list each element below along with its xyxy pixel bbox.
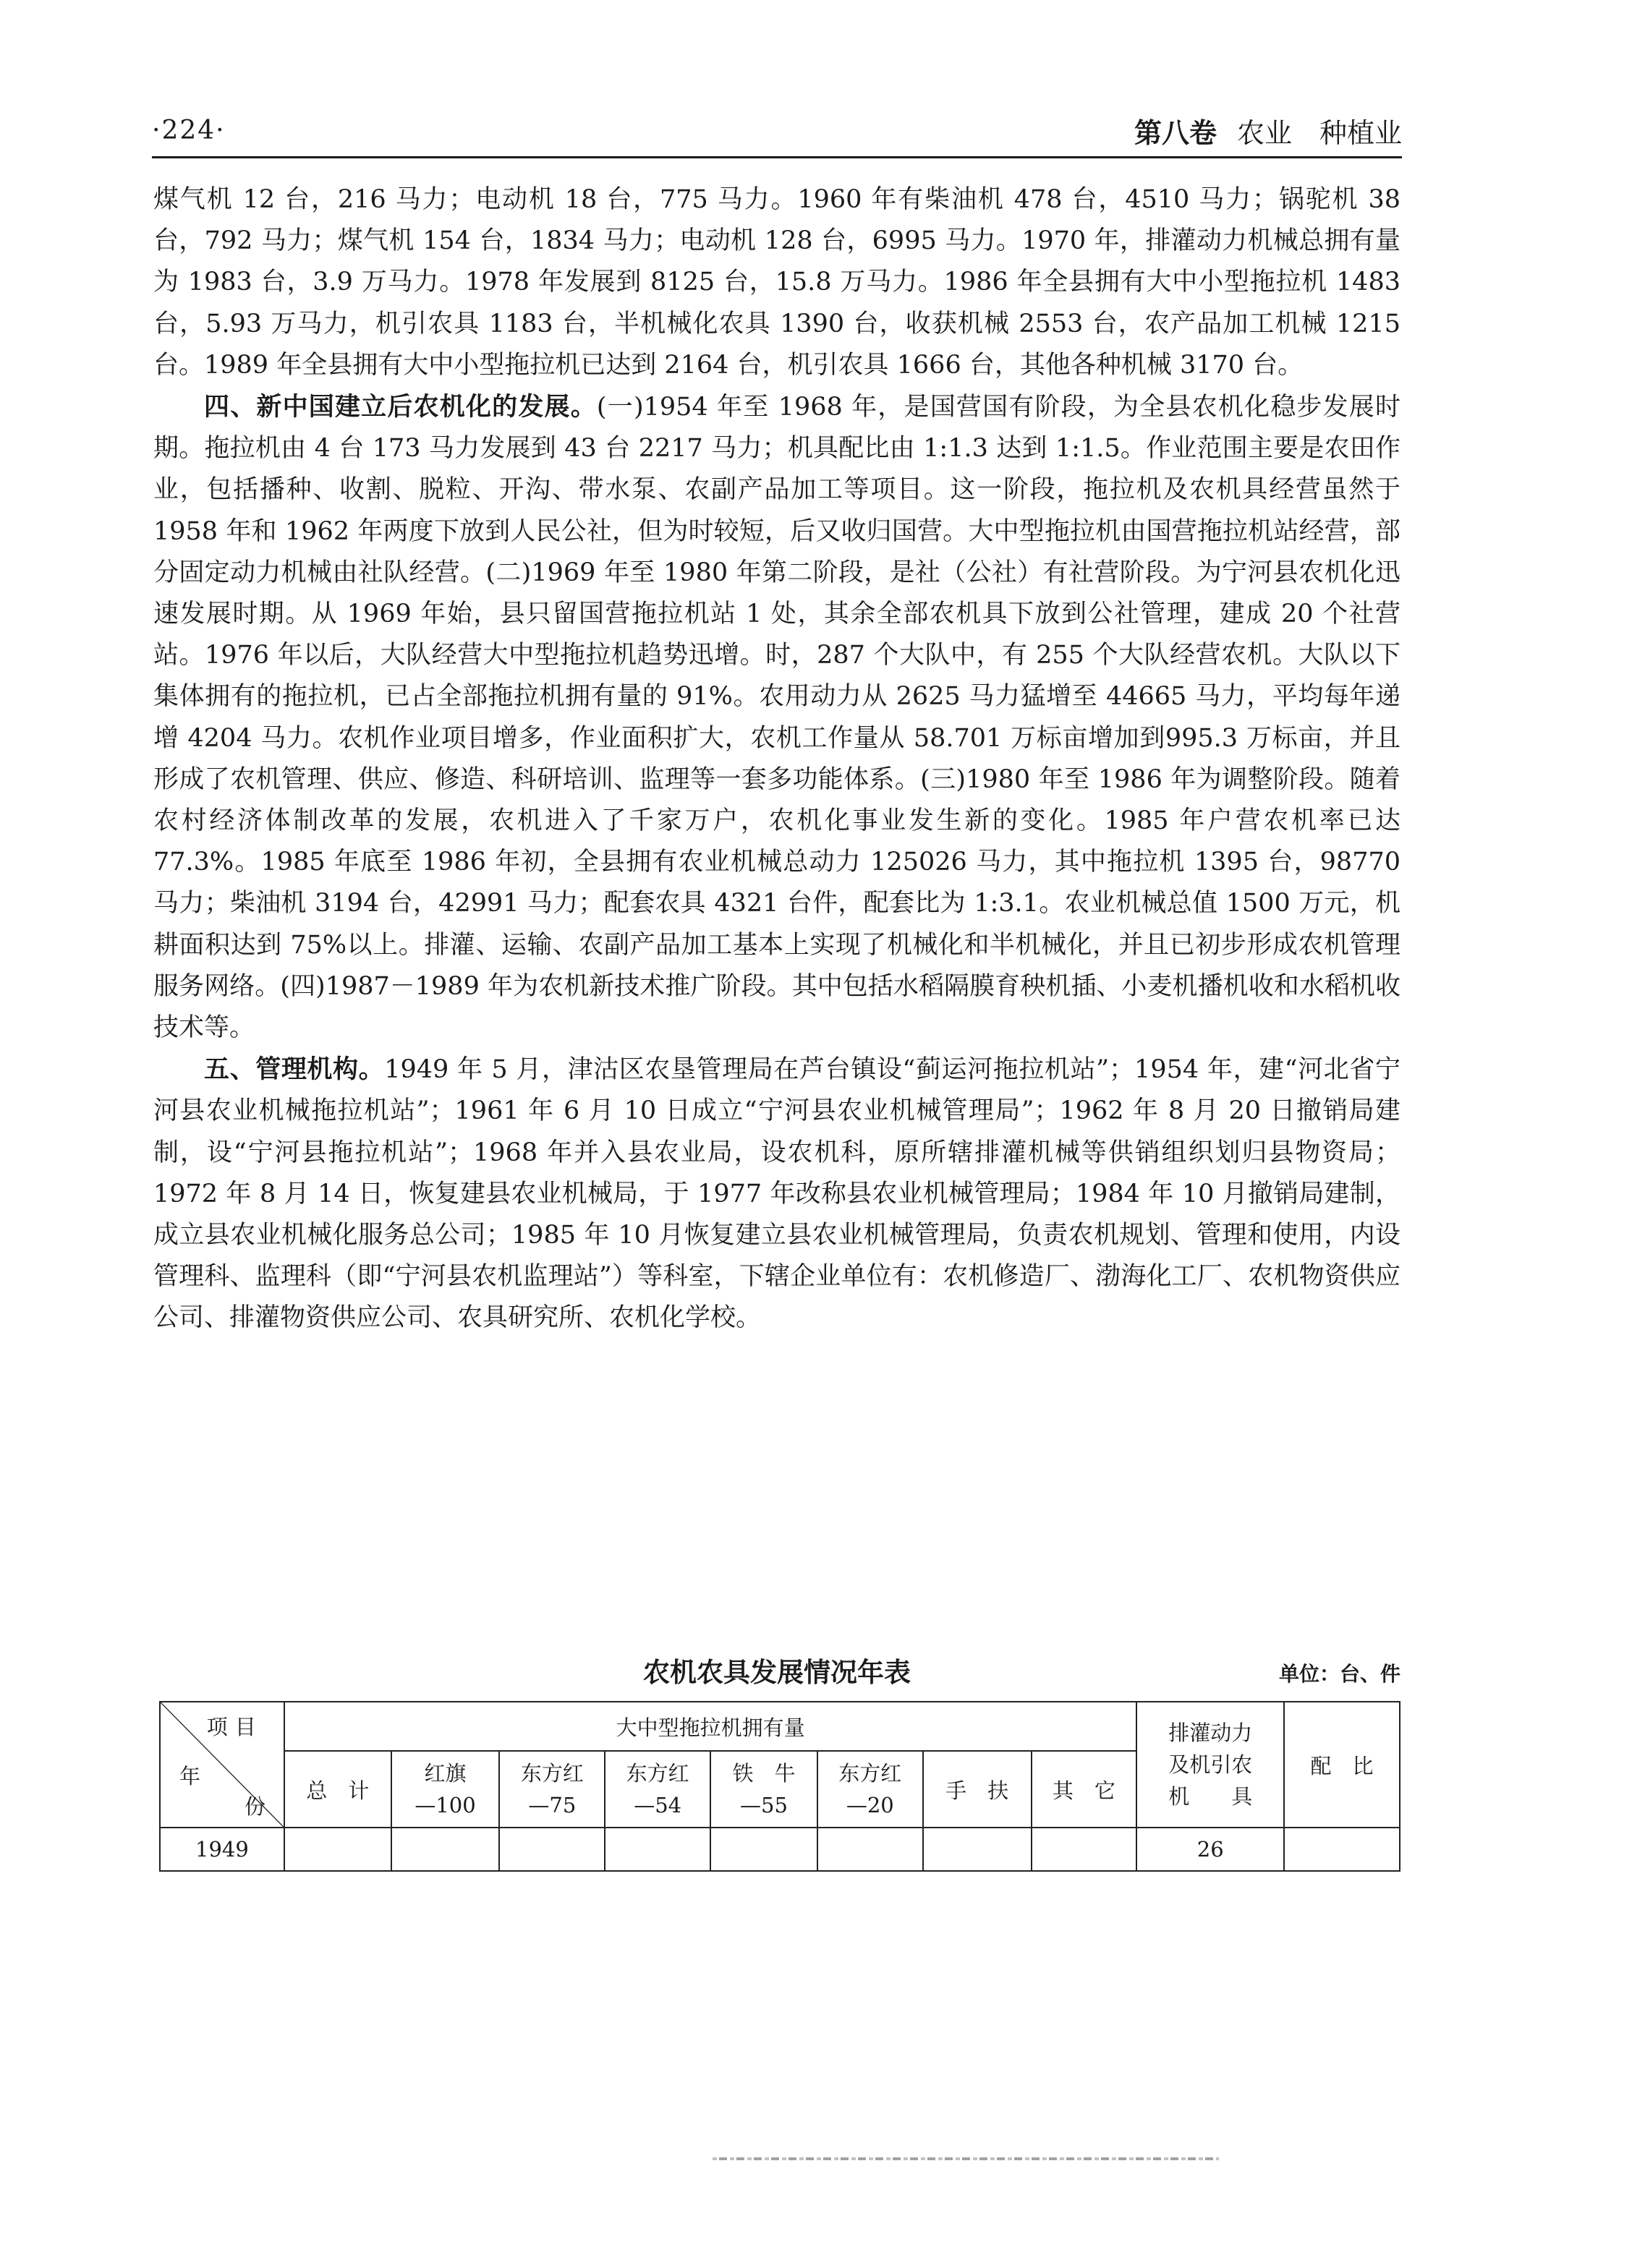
body-text (153, 179, 1400, 1339)
corner-fen-label: 份 (245, 1794, 266, 1819)
section-heading-5: 五、管理机构。 (204, 1054, 385, 1085)
cell-dfh54 (605, 1828, 710, 1871)
col-header-paiguan: 排灌动力 及机引农 机 具 (1136, 1702, 1284, 1828)
col-header-tieniu: 铁 牛 —55 (710, 1751, 817, 1828)
cell-shoufu (923, 1828, 1032, 1871)
cell-hongqi (391, 1828, 500, 1871)
cell-tieniu (710, 1828, 817, 1871)
section-label: 农业 种植业 (1236, 116, 1402, 149)
development-table (159, 1701, 1400, 1872)
paragraph-management-bodies (153, 1049, 1400, 1339)
table-corner-cell (160, 1702, 284, 1828)
section-heading-4: 四、新中国建立后农机化的发展。 (204, 392, 597, 422)
volume-label: 第八卷 (1134, 116, 1217, 149)
section-body-5: 1949 年 5 月，津沽区农垦管理局在芦台镇设“蓟运河拖拉机站”；1954 年，建“河北省宁河县农业机械拖拉机站”；1961 年 6 月 10 日成立“宁河县农业机械管理局”；1962 年 8 月 20 日撤销局建制，设“宁河县拖拉机站”；1968 年并入县农业局，设农机科，原所辖排灌机械等供销组织划归县物资局；1972 年 8 月 14 日，恢复建县农业机械局，于 1977 年改称县农业机械管理局；1984 年 10 月撤销局建制，成立县农业机械化服务总公司；1985 年 10 月恢复建立县农业机械管理局，负责农机规划、管理和使用，内设管理科、监理科（即“宁河县农机监理站”）等科室，下辖企业单位有：农机修造厂、渤海化工厂、农机物资供应公司、排灌物资供应公司、农具研究所、农机化学校。 (153, 1055, 1400, 1333)
col-header-total: 总 计 (284, 1751, 391, 1828)
table-title: 农机农具发展情况年表 (643, 1656, 911, 1688)
cell-dfh75 (499, 1828, 605, 1871)
corner-item-label: 项目 (206, 1715, 263, 1739)
col-header-dfh54: 东方红 —54 (605, 1751, 710, 1828)
page-number: ·224· (152, 115, 226, 145)
table-unit: 单位：台、件 (1278, 1662, 1400, 1686)
group-header-tractors: 大中型拖拉机拥有量 (284, 1702, 1137, 1751)
cell-qita (1032, 1828, 1137, 1871)
col-header-hongqi: 红旗 —100 (391, 1751, 500, 1828)
scan-artifact-line (713, 2157, 1219, 2160)
table-row (160, 1828, 1400, 1871)
running-title (1134, 111, 1402, 150)
col-header-shoufu: 手 扶 (923, 1751, 1032, 1828)
cell-peibi (1284, 1828, 1400, 1871)
section-body-4: (一)1954 年至 1968 年，是国营国有阶段，为全县农机化稳步发展时期。拖拉机由 4 台 173 马力发展到 43 台 2217 马力；机具配比由 1:1.3 达到 1:1.5。作业范围主要是农田作业，包括播种、收割、脱粒、开沟、带水泵、农副产品加工等项目。这一阶段，拖拉机及农机具经营虽然于 1958 年和 1962 年两度下放到人民公社，但为时较短，后又收归国营。大中型拖拉机由国营拖拉机站经营，部分固定动力机械由社队经营。(二)1969 年至 1980 年第二阶段，是社（公社）有社营阶段。为宁河县农机化迅速发展时期。从 1969 年始，县只留国营拖拉机站 1 处，其余全部农机具下放到公社管理，建成 20 个社营站。1976 年以后，大队经营大中型拖拉机趋势迅增。时，287 个大队中，有 255 个大队经营农机。大队以下集体拥有的拖拉机，已占全部拖拉机拥有量的 91%。农用动力从 2625 马力猛增至 44665 马力，平均每年递增 4204 马力。农机作业项目增多，作业面积扩大，农机工作量从 58.701 万标亩增加到995.3 万标亩，并且形成了农机管理、供应、修造、科研培训、监理等一套多功能体系。(三)1980 年至 1986 年为调整阶段。随着农村经济体制改革的发展，农机进入了千家万户，农机化事业发生新的变化。1985 年户营农机率已达 77.3%。1985 年底至 1986 年初，全县拥有农业机械总动力 125026 马力，其中拖拉机 1395 台，98770 马力；柴油机 3194 台，42991 马力；配套农具 4321 台件，配套比为 1:3.1。农业机械总值 1500 万元，机耕面积达到 75%以上。排灌、运输、农副产品加工基本上实现了机械化和半机械化，并且已初步形成农机管理服务网络。(四)1987－1989 年为农机新技术推广阶段。其中包括水稻隔膜育秧机插、小麦机播机收和水稻机收技术等。 (153, 393, 1400, 1043)
page-header (152, 108, 1402, 152)
corner-year-label: 年 (179, 1764, 201, 1789)
col-header-dfh75: 东方红 —75 (499, 1751, 605, 1828)
table-header-row-1 (160, 1702, 1400, 1751)
cell-paiguan: 26 (1136, 1828, 1284, 1871)
col-header-qita: 其 它 (1032, 1751, 1137, 1828)
col-header-dfh20: 东方红 —20 (817, 1751, 923, 1828)
cell-year: 1949 (160, 1828, 284, 1871)
cell-dfh20 (817, 1828, 923, 1871)
paragraph-mechanization-development (153, 386, 1400, 1049)
header-rule (152, 156, 1402, 158)
cell-total (284, 1828, 391, 1871)
col-header-peibi: 配 比 (1284, 1702, 1400, 1828)
paragraph-machinery-counts: 煤气机 12 台，216 马力；电动机 18 台，775 马力。1960 年有柴油机 478 台，4510 马力；锅驼机 38 台，792 马力；煤气机 154 台，1834 马力；电动机 128 台，6995 马力。1970 年，排灌动力机械总拥有量为 1983 台，3.9 万马力。1978 年发展到 8125 台，15.8 万马力。1986 年全县拥有大中小型拖拉机 1483 台，5.93 万马力，机引农具 1183 台，半机械化农具 1390 台，收获机械 2553 台，农产品加工机械 1215 台。1989 年全县拥有大中小型拖拉机已达到 2164 台，机引农具 1666 台，其他各种机械 3170 台。 (153, 185, 1400, 380)
